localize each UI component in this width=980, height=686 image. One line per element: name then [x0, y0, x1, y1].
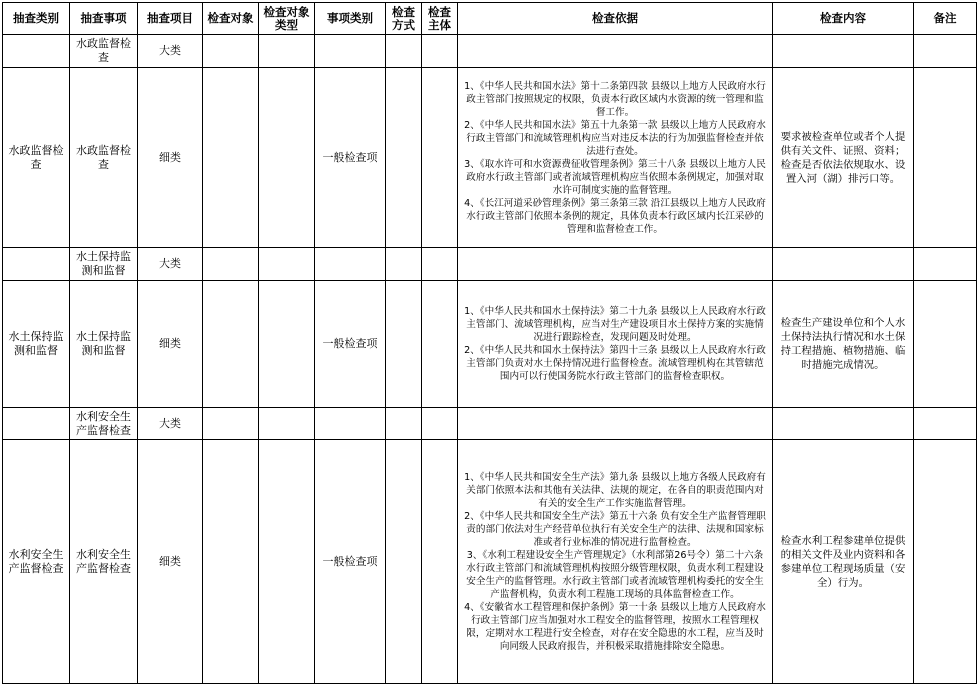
cell-target-type: [259, 248, 315, 281]
cell-item-type: [315, 35, 386, 68]
basis-clause: 3、《取水许可和水资源费征收管理条例》第三十八条 县级以上地方人民政府水行政主管部门或者流域管理机构应当依照本条例规定，加强对取水许可制度实施的监督管理。: [464, 158, 766, 196]
cell-method: [386, 35, 422, 68]
basis-clause: 1、《中华人民共和国水法》第十二条第四款 县级以上地方人民政府水行政主管部门按照规定的权限，负责本行政区域内水资源的统一管理和监督工作。: [464, 80, 766, 118]
table-row: [3, 408, 977, 440]
cell-content: [773, 35, 914, 68]
header-category: 抽查类别: [3, 3, 70, 35]
cell-remark: [914, 35, 977, 68]
basis-clause: 1、《中华人民共和国安全生产法》第九条 县级以上地方各级人民政府有关部门依照本法和其他有关法律、法规的规定，在各自的职责范围内对有关的安全生产工作实施监督管理。: [464, 471, 766, 509]
basis-clause: 1、《中华人民共和国水土保持法》第二十九条 县级以上人民政府水行政主管部门、流域管理机构，应当对生产建设项目水土保持方案的实施情况进行跟踪检查，发现问题及时处理。: [464, 306, 766, 343]
cell-project: 大类: [138, 248, 203, 281]
cell-content: [773, 408, 914, 440]
header-target: 检查对象: [203, 3, 259, 35]
header-item: 抽查事项: [70, 3, 138, 35]
cell-target: [203, 281, 259, 408]
cell-subject: [422, 440, 458, 684]
cell-basis: [458, 248, 773, 281]
cell-category: 水利安全生产监督检查: [3, 440, 70, 684]
cell-item: 水利安全生产监督检查: [70, 440, 138, 684]
cell-remark: [914, 281, 977, 408]
header-subject: 检查主体: [422, 3, 458, 35]
cell-basis: [458, 281, 773, 408]
basis-clause: 3、《水利工程建设安全生产管理规定》（水利部第26号令）第二十六条 水行政主管部门和流域管理机构按照分级管理权限，负责水利工程建设安全生产的监督管理。水行政主管部门或者流域管理机构委托的安全生产监督机构，负责水利工程施工现场的具体监督检查工作。: [466, 549, 764, 600]
cell-category: 水政监督检查: [3, 68, 70, 248]
cell-project: 大类: [138, 35, 203, 68]
cell-method: [386, 248, 422, 281]
header-project: 抽查项目: [138, 3, 203, 35]
cell-method: [386, 408, 422, 440]
cell-method: [386, 281, 422, 408]
table-row: [3, 440, 977, 684]
header-item-type: 事项类别: [315, 3, 386, 35]
basis-clause: 2、《中华人民共和国安全生产法》第五十六条 负有安全生产监督管理职责的部门依法对生产经营单位执行有关安全生产的法律、法规和国家标准或者行业标准的情况进行监督检查。: [464, 510, 766, 548]
cell-category: [3, 35, 70, 68]
table-row: [3, 248, 977, 281]
cell-item-type: 一般检查项: [315, 440, 386, 684]
cell-content: 检查水利工程参建单位提供的相关文件及业内资料和各参建单位工程现场质量（安全）行为。: [773, 440, 914, 684]
cell-basis: [458, 68, 773, 248]
cell-basis: [458, 35, 773, 68]
cell-project: 大类: [138, 408, 203, 440]
header-method: 检查方式: [386, 3, 422, 35]
cell-item: 水土保持监测和监督: [70, 248, 138, 281]
cell-target-type: [259, 281, 315, 408]
cell-item-type: 一般检查项: [315, 281, 386, 408]
basis-clause: 2、《中华人民共和国水法》第五十九条第一款 县级以上地方人民政府水行政主管部门和流域管理机构应当对违反本法的行为加强监督检查并依法进行查处。: [464, 119, 766, 157]
cell-item-type: 一般检查项: [315, 68, 386, 248]
cell-target: [203, 248, 259, 281]
cell-subject: [422, 281, 458, 408]
cell-target-type: [259, 440, 315, 684]
inspection-table: [2, 2, 977, 684]
cell-content: [773, 248, 914, 281]
cell-content: 检查生产建设单位和个人水土保持法执行情况和水土保持工程措施、植物措施、临时措施完成情况。: [773, 281, 914, 408]
cell-method: [386, 440, 422, 684]
cell-subject: [422, 68, 458, 248]
cell-basis: [458, 408, 773, 440]
header-basis: 检查依据: [458, 3, 773, 35]
cell-subject: [422, 248, 458, 281]
cell-target-type: [259, 408, 315, 440]
cell-target-type: [259, 68, 315, 248]
cell-remark: [914, 408, 977, 440]
cell-basis: [458, 440, 773, 684]
header-content: 检查内容: [773, 3, 914, 35]
cell-target: [203, 35, 259, 68]
header-row: [3, 3, 977, 35]
table-row: [3, 35, 977, 68]
basis-clause: 2、《中华人民共和国水土保持法》第四十三条 县级以上人民政府水行政主管部门负责对水土保持情况进行监督检查。流域管理机构在其管辖范围内可以行使国务院水行政主管部门的监督检查职权。: [464, 345, 766, 382]
cell-remark: [914, 248, 977, 281]
cell-item-type: [315, 248, 386, 281]
cell-target: [203, 68, 259, 248]
header-remark: 备注: [914, 3, 977, 35]
table-row: [3, 68, 977, 248]
cell-content: 要求被检查单位或者个人提供有关文件、证照、资料；检查是否依法依规取水、设置入河（湖）排污口等。: [773, 68, 914, 248]
cell-item: 水土保持监测和监督: [70, 281, 138, 408]
basis-clause: 4、《安徽省水工程管理和保护条例》第一十条 县级以上地方人民政府水行政主管部门应当加强对水工程安全的监督管理，按照水工程管理权限，定期对水工程进行安全检查，对存在安全隐患的水工程，应当及时向同级人民政府报告，并积极采取措施排除安全隐患。: [464, 601, 766, 652]
basis-clause: 4、《长江河道采砂管理条例》第三条第三款 沿江县级以上地方人民政府水行政主管部门依照本条例的规定，具体负责本行政区域内长江采砂的管理和监督检查工作。: [464, 197, 766, 235]
table-row: [3, 281, 977, 408]
cell-remark: [914, 68, 977, 248]
cell-category: [3, 408, 70, 440]
cell-item: 水利安全生产监督检查: [70, 408, 138, 440]
cell-project: 细类: [138, 440, 203, 684]
cell-category: [3, 248, 70, 281]
cell-project: 细类: [138, 281, 203, 408]
cell-project: 细类: [138, 68, 203, 248]
cell-subject: [422, 408, 458, 440]
cell-category: 水土保持监测和监督: [3, 281, 70, 408]
cell-item: 水政监督检查: [70, 35, 138, 68]
cell-target-type: [259, 35, 315, 68]
cell-method: [386, 68, 422, 248]
header-target-type: 检查对象类型: [259, 3, 315, 35]
cell-remark: [914, 440, 977, 684]
cell-item-type: [315, 408, 386, 440]
cell-item: 水政监督检查: [70, 68, 138, 248]
cell-target: [203, 408, 259, 440]
cell-subject: [422, 35, 458, 68]
cell-target: [203, 440, 259, 684]
